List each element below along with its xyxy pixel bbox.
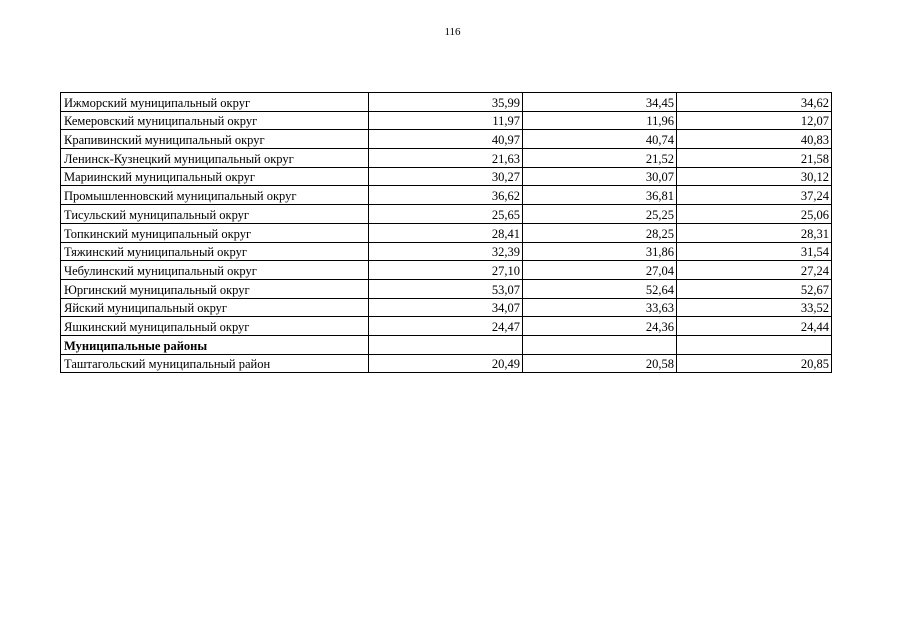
value-cell-1: 20,49 — [369, 354, 523, 373]
value-cell-1 — [369, 335, 523, 354]
table-row — [61, 186, 832, 205]
value-cell-2: 21,52 — [523, 149, 677, 168]
value-cell-3: 24,44 — [677, 317, 832, 336]
table-row — [61, 354, 832, 373]
data-table — [60, 92, 832, 373]
value-cell-3: 21,58 — [677, 149, 832, 168]
table-row — [61, 242, 832, 261]
value-cell-2: 40,74 — [523, 130, 677, 149]
row-name-cell: Юргинский муниципальный округ — [61, 279, 369, 298]
value-cell-3: 52,67 — [677, 279, 832, 298]
value-cell-1: 34,07 — [369, 298, 523, 317]
row-name-cell: Яйский муниципальный округ — [61, 298, 369, 317]
value-cell-1: 21,63 — [369, 149, 523, 168]
row-name-cell: Тисульский муниципальный округ — [61, 205, 369, 224]
section-header-row — [61, 335, 832, 354]
table-row — [61, 279, 832, 298]
table-row — [61, 223, 832, 242]
value-cell-3: 27,24 — [677, 261, 832, 280]
row-name-cell: Тяжинский муниципальный округ — [61, 242, 369, 261]
row-name-cell: Яшкинский муниципальный округ — [61, 317, 369, 336]
row-name-cell: Кемеровский муниципальный округ — [61, 111, 369, 130]
value-cell-2: 36,81 — [523, 186, 677, 205]
section-header-cell: Муниципальные районы — [61, 335, 369, 354]
value-cell-1: 32,39 — [369, 242, 523, 261]
value-cell-3: 33,52 — [677, 298, 832, 317]
table-row — [61, 298, 832, 317]
row-name-cell: Мариинский муниципальный округ — [61, 167, 369, 186]
value-cell-3: 25,06 — [677, 205, 832, 224]
value-cell-3: 12,07 — [677, 111, 832, 130]
value-cell-1: 35,99 — [369, 93, 523, 112]
value-cell-1: 28,41 — [369, 223, 523, 242]
value-cell-3: 30,12 — [677, 167, 832, 186]
table-row — [61, 261, 832, 280]
value-cell-1: 24,47 — [369, 317, 523, 336]
row-name-cell: Чебулинский муниципальный округ — [61, 261, 369, 280]
value-cell-2: 30,07 — [523, 167, 677, 186]
value-cell-3: 37,24 — [677, 186, 832, 205]
table-row — [61, 317, 832, 336]
row-name-cell: Промышленновский муниципальный округ — [61, 186, 369, 205]
value-cell-2: 52,64 — [523, 279, 677, 298]
row-name-cell: Ленинск-Кузнецкий муниципальный округ — [61, 149, 369, 168]
value-cell-3: 31,54 — [677, 242, 832, 261]
value-cell-2: 31,86 — [523, 242, 677, 261]
value-cell-3 — [677, 335, 832, 354]
value-cell-2: 34,45 — [523, 93, 677, 112]
value-cell-1: 53,07 — [369, 279, 523, 298]
value-cell-1: 40,97 — [369, 130, 523, 149]
value-cell-1: 11,97 — [369, 111, 523, 130]
row-name-cell: Таштагольский муниципальный район — [61, 354, 369, 373]
row-name-cell: Крапивинский муниципальный округ — [61, 130, 369, 149]
value-cell-1: 27,10 — [369, 261, 523, 280]
table-row — [61, 130, 832, 149]
value-cell-1: 25,65 — [369, 205, 523, 224]
value-cell-3: 40,83 — [677, 130, 832, 149]
value-cell-2: 20,58 — [523, 354, 677, 373]
table-row — [61, 93, 832, 112]
value-cell-3: 20,85 — [677, 354, 832, 373]
value-cell-2: 25,25 — [523, 205, 677, 224]
value-cell-2: 11,96 — [523, 111, 677, 130]
value-cell-2: 33,63 — [523, 298, 677, 317]
table-row — [61, 167, 832, 186]
value-cell-2: 28,25 — [523, 223, 677, 242]
value-cell-2: 24,36 — [523, 317, 677, 336]
value-cell-1: 30,27 — [369, 167, 523, 186]
table-row — [61, 111, 832, 130]
value-cell-2 — [523, 335, 677, 354]
value-cell-3: 34,62 — [677, 93, 832, 112]
value-cell-3: 28,31 — [677, 223, 832, 242]
table-row — [61, 149, 832, 168]
value-cell-2: 27,04 — [523, 261, 677, 280]
row-name-cell: Ижморский муниципальный округ — [61, 93, 369, 112]
row-name-cell: Топкинский муниципальный округ — [61, 223, 369, 242]
value-cell-1: 36,62 — [369, 186, 523, 205]
page-number: 116 — [444, 26, 461, 38]
table-row — [61, 205, 832, 224]
